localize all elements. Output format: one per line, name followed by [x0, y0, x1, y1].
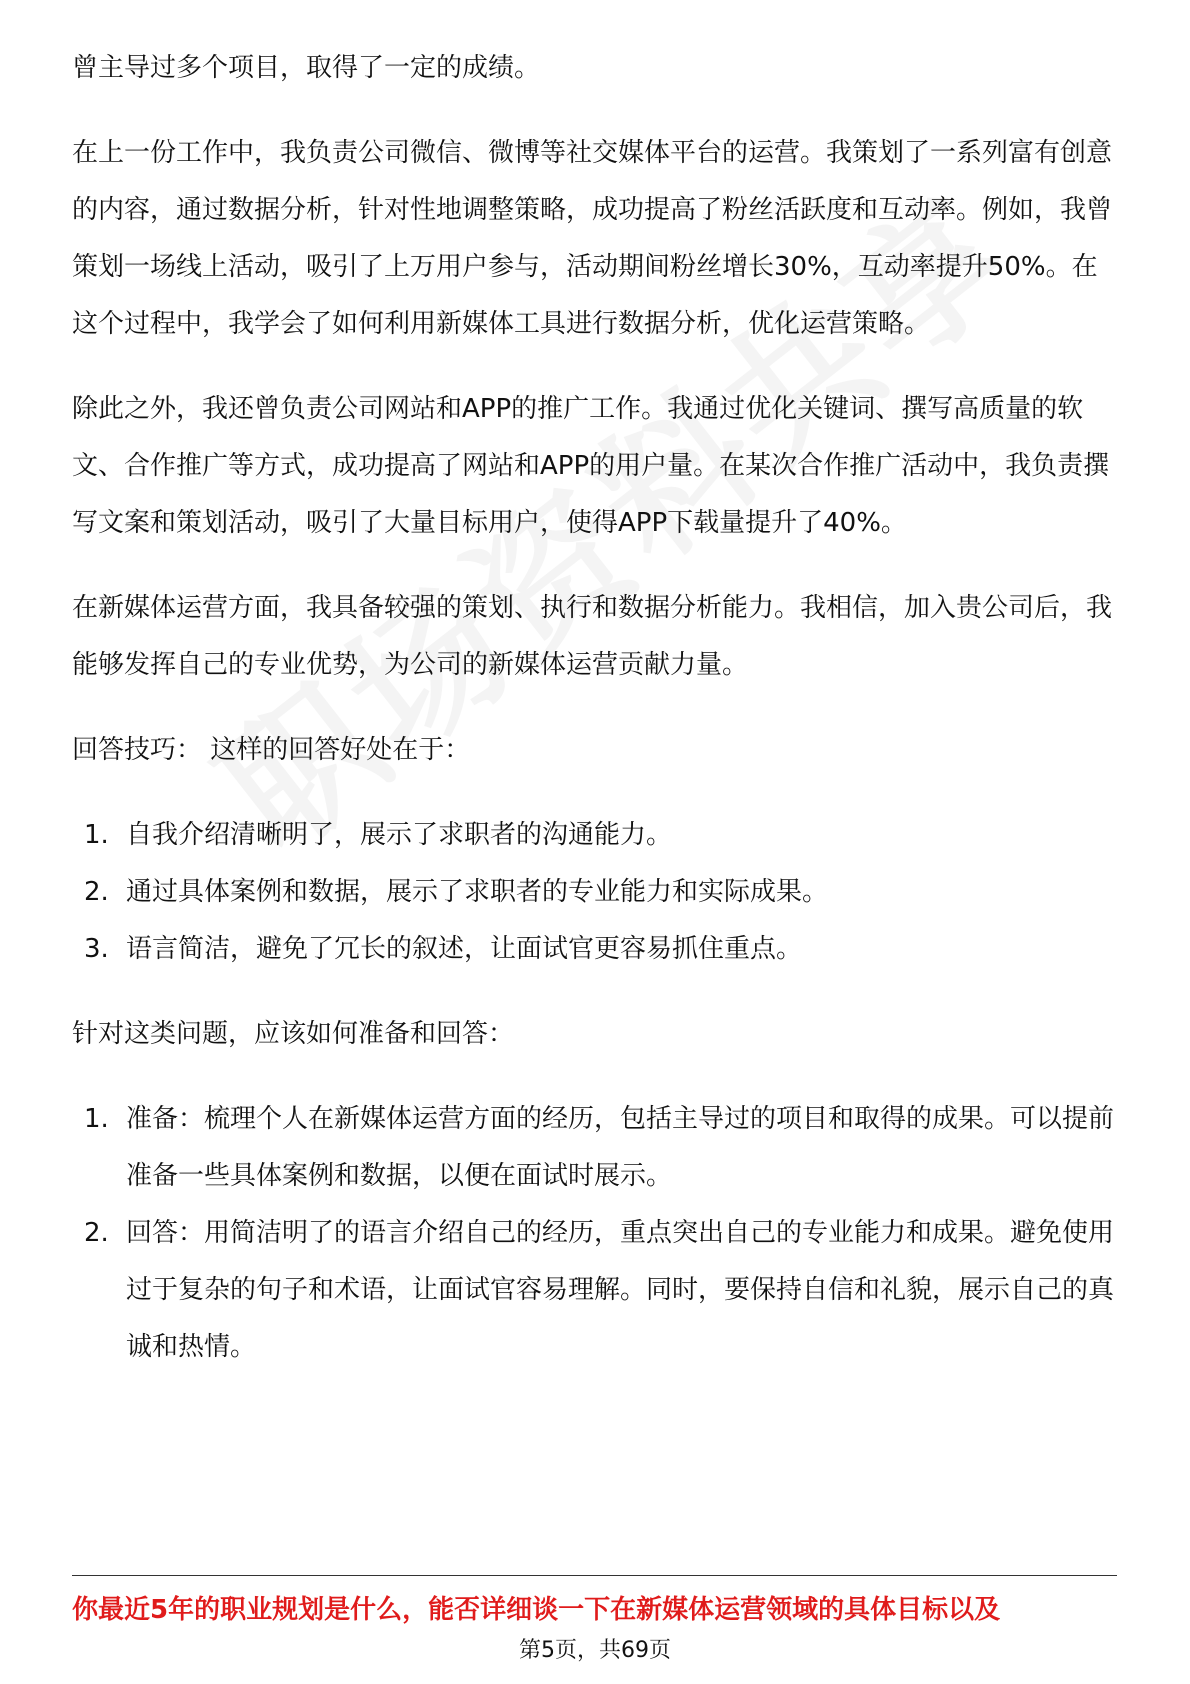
prep-heading: 针对这类问题，应该如何准备和回答： — [72, 1019, 515, 1049]
list-item-text: 语言简洁，避免了冗长的叙述，让面试官更容易抓住重点。 — [126, 934, 803, 964]
list-number: 2. — [84, 1218, 109, 1248]
list-item-text: 通过具体案例和数据，展示了求职者的专业能力和实际成果。 — [126, 877, 829, 907]
list-number: 2. — [84, 877, 109, 907]
paragraph-1: 曾主导过多个项目，取得了一定的成绩。 — [72, 53, 541, 83]
paragraph-3: 除此之外，我还曾负责公司网站和APP的推广工作。我通过优化关键词、撰写高质量的软文、合作推广等方式，成功提高了网站和APP的用户量。在某次合作推广活动中，我负责撰写文案和策划活动，吸引了大量目标用户，使得APP下载量提升了40%。 — [72, 394, 1110, 538]
page-number: 第5页，共69页 — [519, 1638, 671, 1663]
main-content — [72, 40, 1117, 1404]
next-question-heading: 你最近5年的职业规划是什么，能否详细谈一下在新媒体运营领域的具体目标以及 — [72, 1595, 1001, 1625]
list-item — [72, 1091, 1117, 1205]
list-item — [72, 921, 1117, 978]
list-item — [72, 1205, 1117, 1376]
list-item-text: 自我介绍清晰明了，展示了求职者的沟通能力。 — [126, 820, 673, 850]
list-item — [72, 807, 1117, 864]
tips-heading: 回答技巧： 这样的回答好处在于： — [72, 735, 471, 765]
paragraph-2: 在上一份工作中，我负责公司微信、微博等社交媒体平台的运营。我策划了一系列富有创意的内容，通过数据分析，针对性地调整策略，成功提高了粉丝活跃度和互动率。例如，我曾策划一场线上活动，吸引了上万用户参与，活动期间粉丝增长30%，互动率提升50%。在这个过程中，我学会了如何利用新媒体工具进行数据分析，优化运营策略。 — [72, 138, 1113, 339]
divider — [72, 1575, 1117, 1576]
prep-list — [72, 1091, 1117, 1376]
paragraph-4: 在新媒体运营方面，我具备较强的策划、执行和数据分析能力。我相信，加入贵公司后，我能够发挥自己的专业优势，为公司的新媒体运营贡献力量。 — [72, 593, 1113, 680]
list-number: 1. — [84, 820, 109, 850]
tips-list — [72, 807, 1117, 978]
list-item — [72, 864, 1117, 921]
list-item-text: 准备：梳理个人在新媒体运营方面的经历，包括主导过的项目和取得的成果。可以提前准备一些具体案例和数据，以便在面试时展示。 — [126, 1104, 1115, 1191]
list-number: 3. — [84, 934, 109, 964]
list-item-text: 回答：用简洁明了的语言介绍自己的经历，重点突出自己的专业能力和成果。避免使用过于复杂的句子和术语，让面试官容易理解。同时，要保持自信和礼貌，展示自己的真诚和热情。 — [126, 1218, 1115, 1362]
list-number: 1. — [84, 1104, 109, 1134]
